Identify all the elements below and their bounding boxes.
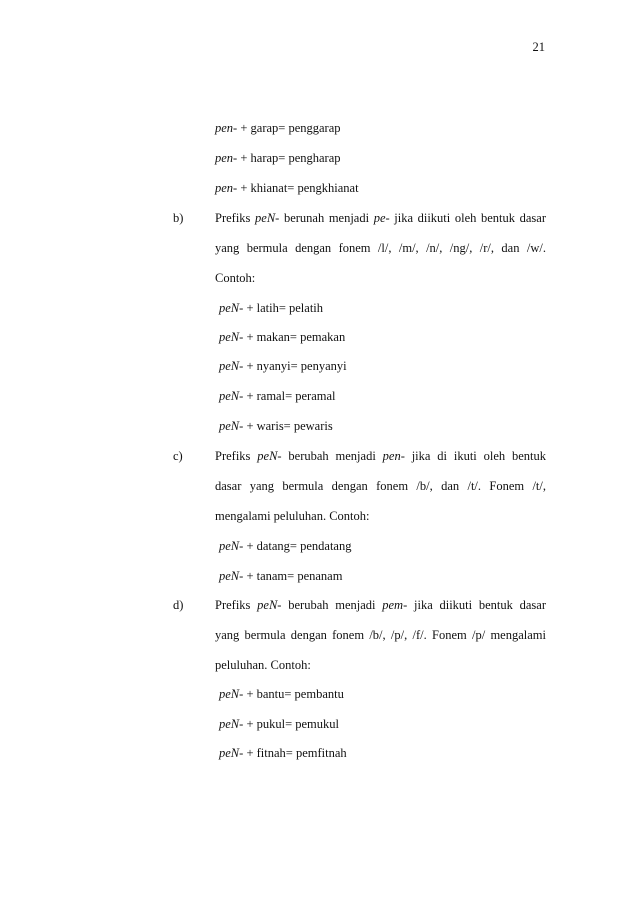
example-line (219, 745, 347, 761)
example-text: + fitnah= pemfitnah (243, 746, 347, 760)
example-line (219, 568, 342, 584)
prefix: pen- (215, 151, 238, 165)
item-label-c: c) (173, 449, 183, 463)
example-text: + makan= pemakan (243, 330, 346, 344)
text: berubah menjadi (281, 598, 383, 612)
item-label-b: b) (173, 211, 184, 225)
example-text: + waris= pewaris (243, 419, 333, 433)
prefix: peN- (219, 330, 244, 344)
paragraph-line (215, 597, 546, 613)
paragraph-line: peluluhan. Contoh: (215, 658, 311, 672)
prefix: peN- (219, 717, 244, 731)
prefix: pen- (215, 121, 238, 135)
paragraph-line: Contoh: (215, 271, 256, 285)
example-text: + ramal= peramal (243, 389, 336, 403)
example-text: + tanam= penanam (243, 569, 343, 583)
prefix: peN- (255, 211, 280, 225)
example-line (219, 358, 347, 374)
prefix: pem- (382, 598, 408, 612)
example-text: + bantu= pembantu (243, 687, 344, 701)
example-text: + nyanyi= penyanyi (243, 359, 347, 373)
prefix: peN- (257, 598, 282, 612)
prefix: peN- (219, 569, 244, 583)
example-line (215, 150, 341, 166)
prefix: peN- (257, 449, 282, 463)
text: Prefiks (215, 449, 258, 463)
prefix: peN- (219, 746, 244, 760)
prefix: peN- (219, 539, 244, 553)
paragraph-line: dasar yang bermula dengan fonem /b/, dan /t/. Fonem /t/, (215, 479, 546, 493)
example-line (219, 418, 333, 434)
text: jika di ikuti oleh bentuk (404, 449, 546, 463)
example-line (219, 716, 339, 732)
paragraph-line: mengalami peluluhan. Contoh: (215, 509, 370, 523)
prefix: peN- (219, 687, 244, 701)
example-text: + harap= pengharap (237, 151, 341, 165)
prefix: peN- (219, 301, 244, 315)
page-number: 21 (532, 40, 545, 54)
prefix: peN- (219, 359, 244, 373)
text: Prefiks (215, 211, 256, 225)
example-text: + datang= pendatang (243, 539, 352, 553)
example-line (219, 538, 351, 554)
paragraph-line: yang bermula dengan fonem /l/, /m/, /n/, /ng/, /r/, dan /w/. (215, 241, 546, 255)
paragraph-line (215, 448, 546, 464)
paragraph-line (215, 210, 546, 226)
text: berunah menjadi (279, 211, 374, 225)
text: Prefiks (215, 598, 258, 612)
item-label-d: d) (173, 598, 184, 612)
example-line (219, 686, 344, 702)
example-line (219, 329, 345, 345)
example-text: + garap= penggarap (237, 121, 341, 135)
example-line (219, 388, 336, 404)
prefix: pen- (215, 181, 238, 195)
example-line (215, 120, 341, 136)
paragraph-line: yang bermula dengan fonem /b/, /p/, /f/. Fonem /p/ mengalami (215, 628, 546, 642)
example-line (219, 300, 323, 316)
text: jika diikuti bentuk dasar (407, 598, 547, 612)
example-text: + latih= pelatih (243, 301, 324, 315)
example-text: + pukul= pemukul (243, 717, 340, 731)
example-text: + khianat= pengkhianat (237, 181, 359, 195)
prefix: peN- (219, 419, 244, 433)
text: berubah menjadi (281, 449, 383, 463)
prefix: pen- (382, 449, 405, 463)
example-line (215, 180, 359, 196)
text: jika diikuti oleh bentuk dasar (389, 211, 546, 225)
prefix: pe- (373, 211, 390, 225)
prefix: peN- (219, 389, 244, 403)
